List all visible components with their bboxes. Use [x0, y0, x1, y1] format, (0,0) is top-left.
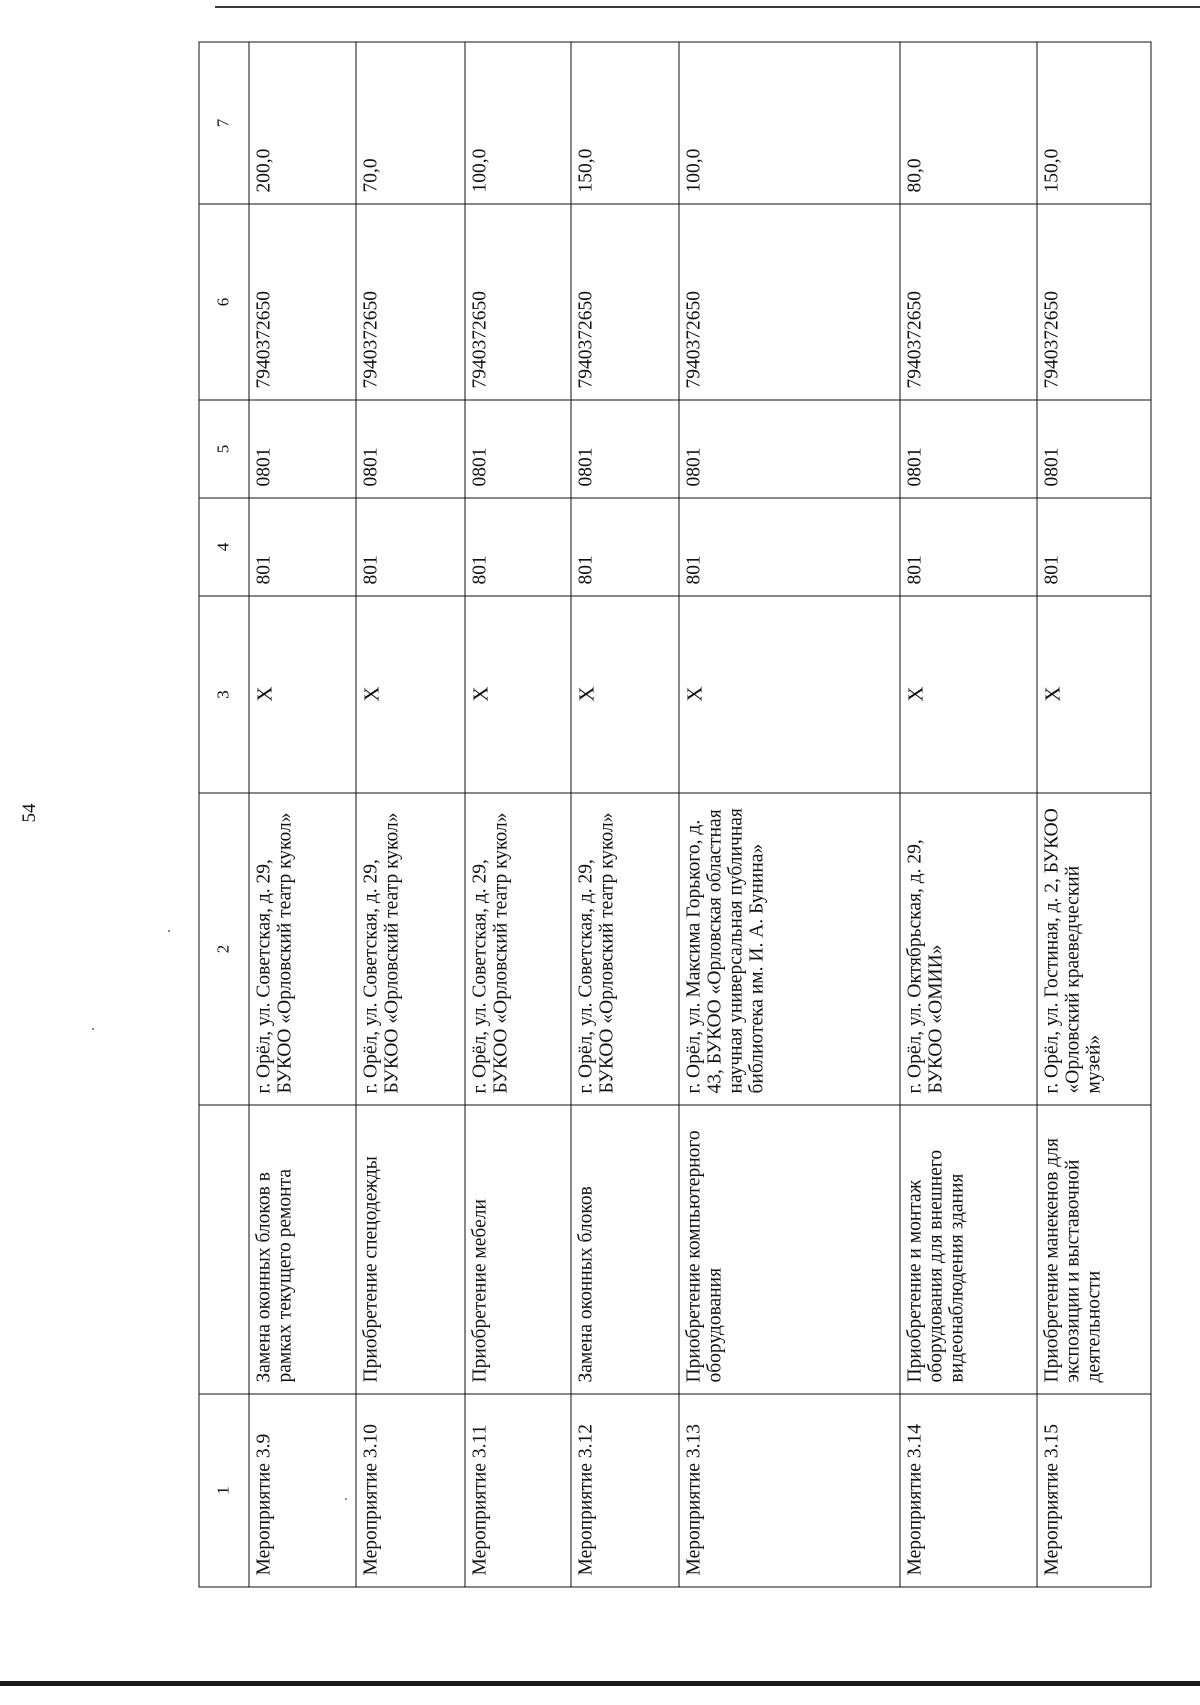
- target-code-cell: 7940372650: [900, 204, 1037, 400]
- address-cell: г. Орёл, ул. Советская, д. 29, БУКОО «Орловский театр кукол»: [571, 793, 679, 1105]
- header-cell: 1: [199, 1394, 249, 1587]
- address-cell: г. Орёл, ул. Советская, д. 29, БУКОО «Орловский театр кукол»: [356, 793, 464, 1105]
- code-cell: 801: [465, 498, 571, 596]
- table-header-row: [199, 42, 249, 1587]
- section-cell: 0801: [249, 400, 356, 498]
- header-cell: 2: [199, 793, 249, 1105]
- mark-cell: Х: [356, 596, 464, 793]
- amount-cell: 100,0: [465, 42, 571, 204]
- amount-cell: 150,0: [571, 42, 679, 204]
- name-cell: Приобретение манекенов для экспозиции и выставочной деятельности: [1037, 1105, 1151, 1394]
- header-cell: 5: [199, 400, 249, 498]
- code-cell: 801: [1037, 498, 1151, 596]
- name-cell: Приобретение мебели: [465, 1105, 571, 1394]
- table-row: [465, 42, 571, 1587]
- table-row: [571, 42, 679, 1587]
- address-cell: г. Орёл, ул. Октябрьская, д. 29, БУКОО «ОМИИ»: [900, 793, 1037, 1105]
- amount-cell: 200,0: [249, 42, 356, 204]
- amount-cell: 100,0: [679, 42, 900, 204]
- target-code-cell: 7940372650: [1037, 204, 1151, 400]
- target-code-cell: 7940372650: [356, 204, 464, 400]
- header-cell: 4: [199, 498, 249, 596]
- event-cell: Мероприятие 3.10: [356, 1394, 464, 1587]
- code-cell: 801: [679, 498, 900, 596]
- scan-speck: [168, 930, 170, 932]
- table-row: [679, 42, 900, 1587]
- name-cell: Замена оконных блоков: [571, 1105, 679, 1394]
- table-row: [900, 42, 1037, 1587]
- code-cell: 801: [356, 498, 464, 596]
- event-cell: Мероприятие 3.12: [571, 1394, 679, 1587]
- mark-cell: Х: [1037, 596, 1151, 793]
- event-cell: Мероприятие 3.15: [1037, 1394, 1151, 1587]
- mark-cell: Х: [249, 596, 356, 793]
- events-table: [199, 42, 1152, 1588]
- event-cell: Мероприятие 3.14: [900, 1394, 1037, 1587]
- name-cell: Замена оконных блоков в рамках текущего ремонта: [249, 1105, 356, 1394]
- header-cell: [199, 1105, 249, 1394]
- amount-cell: 150,0: [1037, 42, 1151, 204]
- target-code-cell: 7940372650: [465, 204, 571, 400]
- mark-cell: Х: [900, 596, 1037, 793]
- event-cell: Мероприятие 3.13: [679, 1394, 900, 1587]
- section-cell: 0801: [465, 400, 571, 498]
- code-cell: 801: [249, 498, 356, 596]
- address-cell: г. Орёл, ул. Гостиная, д. 2, БУКОО «Орловский краеведческий музей»: [1037, 793, 1151, 1105]
- section-cell: 0801: [679, 400, 900, 498]
- target-code-cell: 7940372650: [679, 204, 900, 400]
- address-cell: г. Орёл, ул. Советская, д. 29, БУКОО «Орловский театр кукол»: [249, 793, 356, 1105]
- table-row: [249, 42, 356, 1587]
- section-cell: 0801: [571, 400, 679, 498]
- name-cell: Приобретение компьютерного оборудования: [679, 1105, 900, 1394]
- table-row: [356, 42, 464, 1587]
- name-cell: Приобретение и монтаж оборудования для внешнего видеонаблюдения здания: [900, 1105, 1037, 1394]
- name-cell: Приобретение спецодежды: [356, 1105, 464, 1394]
- address-cell: г. Орёл, ул. Советская, д. 29, БУКОО «Орловский театр кукол»: [465, 793, 571, 1105]
- mark-cell: Х: [571, 596, 679, 793]
- target-code-cell: 7940372650: [249, 204, 356, 400]
- mark-cell: Х: [679, 596, 900, 793]
- scan-speck: [92, 1028, 94, 1030]
- scan-border-bottom: [0, 1681, 1200, 1686]
- event-cell: Мероприятие 3.9: [249, 1394, 356, 1587]
- header-cell: 3: [199, 596, 249, 793]
- section-cell: 0801: [356, 400, 464, 498]
- section-cell: 0801: [900, 400, 1037, 498]
- scan-border-top: [215, 6, 1200, 8]
- amount-cell: 70,0: [356, 42, 464, 204]
- page-number: 54: [19, 803, 40, 823]
- code-cell: 801: [900, 498, 1037, 596]
- code-cell: 801: [571, 498, 679, 596]
- event-cell: Мероприятие 3.11: [465, 1394, 571, 1587]
- amount-cell: 80,0: [900, 42, 1037, 204]
- rotated-table-container: [199, 43, 1152, 1588]
- mark-cell: Х: [465, 596, 571, 793]
- header-cell: 7: [199, 42, 249, 204]
- target-code-cell: 7940372650: [571, 204, 679, 400]
- address-cell: г. Орёл, ул. Максима Горького, д. 43, БУКОО «Орловская областная научная универсальная публичная библиотека им. И. А. Бунина»: [679, 793, 900, 1105]
- section-cell: 0801: [1037, 400, 1151, 498]
- header-cell: 6: [199, 204, 249, 400]
- table-row: [1037, 42, 1151, 1587]
